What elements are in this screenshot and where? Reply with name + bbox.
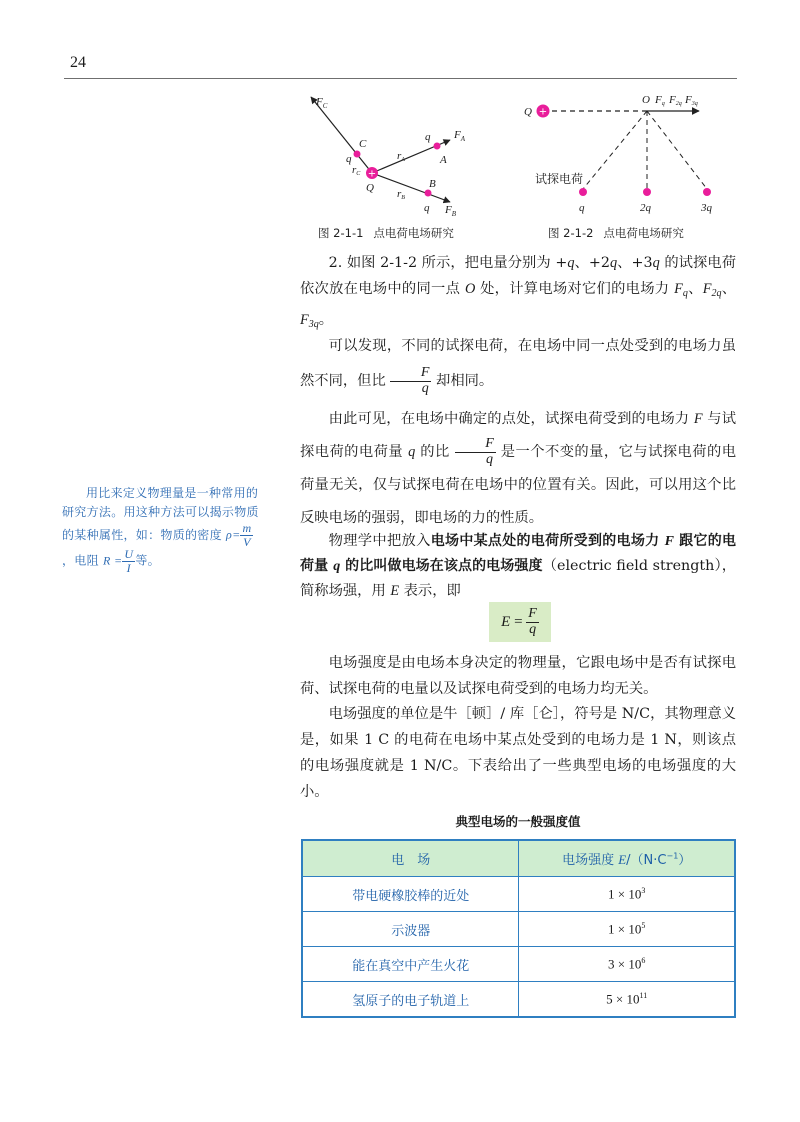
formula-E-equals-F-over-q: E = $\frac{F}{q}$ [489,602,551,642]
row-value: $1 \times 10^3$ [519,877,735,912]
label-Fb-sub: B [451,210,457,218]
header-field-strength: 电场强度 $E/(N\cdot C^{-1})$ [519,840,735,877]
label-F3q-sub: 3q [691,101,698,107]
row-value: $3 \times 10^6$ [519,947,735,982]
label-F2q-sub: 2q [675,101,682,107]
fraction-F-over-q: $\frac{F}{q}$ [455,437,496,467]
label-F2q: F [669,94,676,106]
label-2q: 2q [640,202,651,214]
label-A: A [440,154,447,166]
side-note: 用比来定义物理量是一种常用的研究方法。用这种方法可以揭示物质的某种属性，如：物质的密度 ρ= $\frac{m}{V}$ ，电阻 R = $\frac{U}{I}$ 等。 [62,486,259,575]
svg-text:rC [352,164,361,177]
charge-A [434,143,441,150]
label-qC: q [346,153,352,165]
figure-2-1-2 [515,92,725,222]
label-qB: q [424,202,430,214]
paragraph-5: 电场强度是由电场本身决定的物理量，它跟电场中是否有试探电荷、试探电荷的电量以及试探电荷受到的电场力均无关。 [300,655,736,697]
svg-text:Fq [654,94,665,107]
svg-text:+: + [367,168,377,180]
header-electric-field: 电 场 [302,840,519,877]
table-title: 典型电场的一般强度值 [455,814,581,829]
charge-C [354,151,361,158]
label-3q: 3q [701,202,712,214]
paragraph-2: 可以发现，不同的试探电荷，在电场中同一点处受到的电场力虽然不同，但比 $\frac{F}{q}$ 却相同。 [300,338,736,396]
label-ra: r [397,150,402,162]
dashed-line-q [583,111,647,189]
row-value: $1 \times 10^5$ [519,912,735,947]
label-Q: Q [524,106,532,118]
paragraph-1: 2. 如图 2-1-2 所示，把电量分别为 +q、+2q、+3q 的试探电荷依次放在电场中的同一点 O 处，计算电场对它们的电场力 $F_q$、$F_{2q}$、$F_{3q}$。 [300,255,737,330]
label-Fq: F [655,94,662,106]
label-Fc: F [316,96,323,108]
svg-text:FC [315,96,328,110]
header-rule [64,78,737,79]
label-Q: Q [366,182,374,194]
charge-B [425,190,432,197]
figure-2-1-1-caption [318,225,454,241]
dashed-line-3q [647,111,707,189]
label-q: q [579,202,585,214]
label-rb-sub: B [401,195,405,201]
label-rb: r [397,188,402,200]
svg-text:F2q [668,94,682,107]
figure-2-1-1 [300,92,500,222]
table-header-row [302,840,735,877]
caption-text: 点电荷电场研究 [373,226,454,240]
svg-text:FA [453,129,466,143]
label-rc: r [352,164,357,176]
label-Fa-sub: A [460,135,466,143]
label-test-charge: 试探电荷 [535,172,584,186]
table-row [302,877,735,912]
label-Fa: F [454,129,461,141]
caption-number: 图 2-1-2 [548,226,594,240]
page-number: 24 [70,54,86,71]
label-Fq-sub: q [661,101,665,107]
svg-text:rA [397,150,405,163]
caption-number: 图 2-1-1 [318,226,364,240]
table-row [302,947,735,982]
row-value: $5 \times 10^{11}$ [519,982,735,1018]
force-line-c [311,97,372,173]
force-line-b [372,173,450,202]
row-name: 氢原子的电子轨道上 [302,982,519,1018]
fraction-F-over-q: $\frac{F}{q}$ [390,366,431,396]
svg-text:+: + [538,106,548,118]
label-ra-sub: A [401,157,405,163]
svg-text:F3q [684,94,698,107]
label-B: B [429,178,436,190]
charge-3q [703,188,711,196]
row-name: 带电硬橡胶棒的近处 [302,877,519,912]
table-row [302,912,735,947]
label-Fb: F [445,204,452,216]
label-C: C [359,138,367,150]
row-name: 示波器 [302,912,519,947]
label-rc-sub: C [356,171,361,177]
table-row [302,982,735,1018]
figure-2-1-2-caption [548,225,684,241]
label-O: O [642,94,650,106]
label-Fc-sub: C [322,102,328,110]
electric-field-table [301,839,736,1018]
paragraph-6: 电场强度的单位是牛［顿］/ 库［仑］，符号是 N/C，其物理意义是，如果 1 C 的电荷在电场中某点处受到的电场力是 1 N，则该点的电场强度就是 1 N/C。下表给出了一些典型电场的电场强度的大小。 [300,706,736,800]
label-qA: q [425,131,431,143]
row-name: 能在真空中产生火花 [302,947,519,982]
charge-q [579,188,587,196]
paragraph-definition: 物理学中把放入电场中某点处的电荷所受到的电场力 F 跟它的电荷量 q 的比叫做电场在该点的电场强度（electric field strength），简称场强，用 E 表示，即 [300,533,737,599]
label-F3q: F [685,94,692,106]
charge-2q [643,188,651,196]
svg-text:FB [444,204,457,218]
caption-text: 点电荷电场研究 [603,226,684,240]
paragraph-3: 由此可见，在电场中确定的点处，试探电荷受到的电场力 F 与试探电荷的电荷量 q 的比 $\frac{F}{q}$ 是一个不变的量，它与试探电荷的电荷量无关，仅与试探电荷在电场中的位置有关。因此，可以用这个比反映电场的强弱，即电场的力的性质。 [300,411,737,526]
svg-text:rB [397,188,405,201]
